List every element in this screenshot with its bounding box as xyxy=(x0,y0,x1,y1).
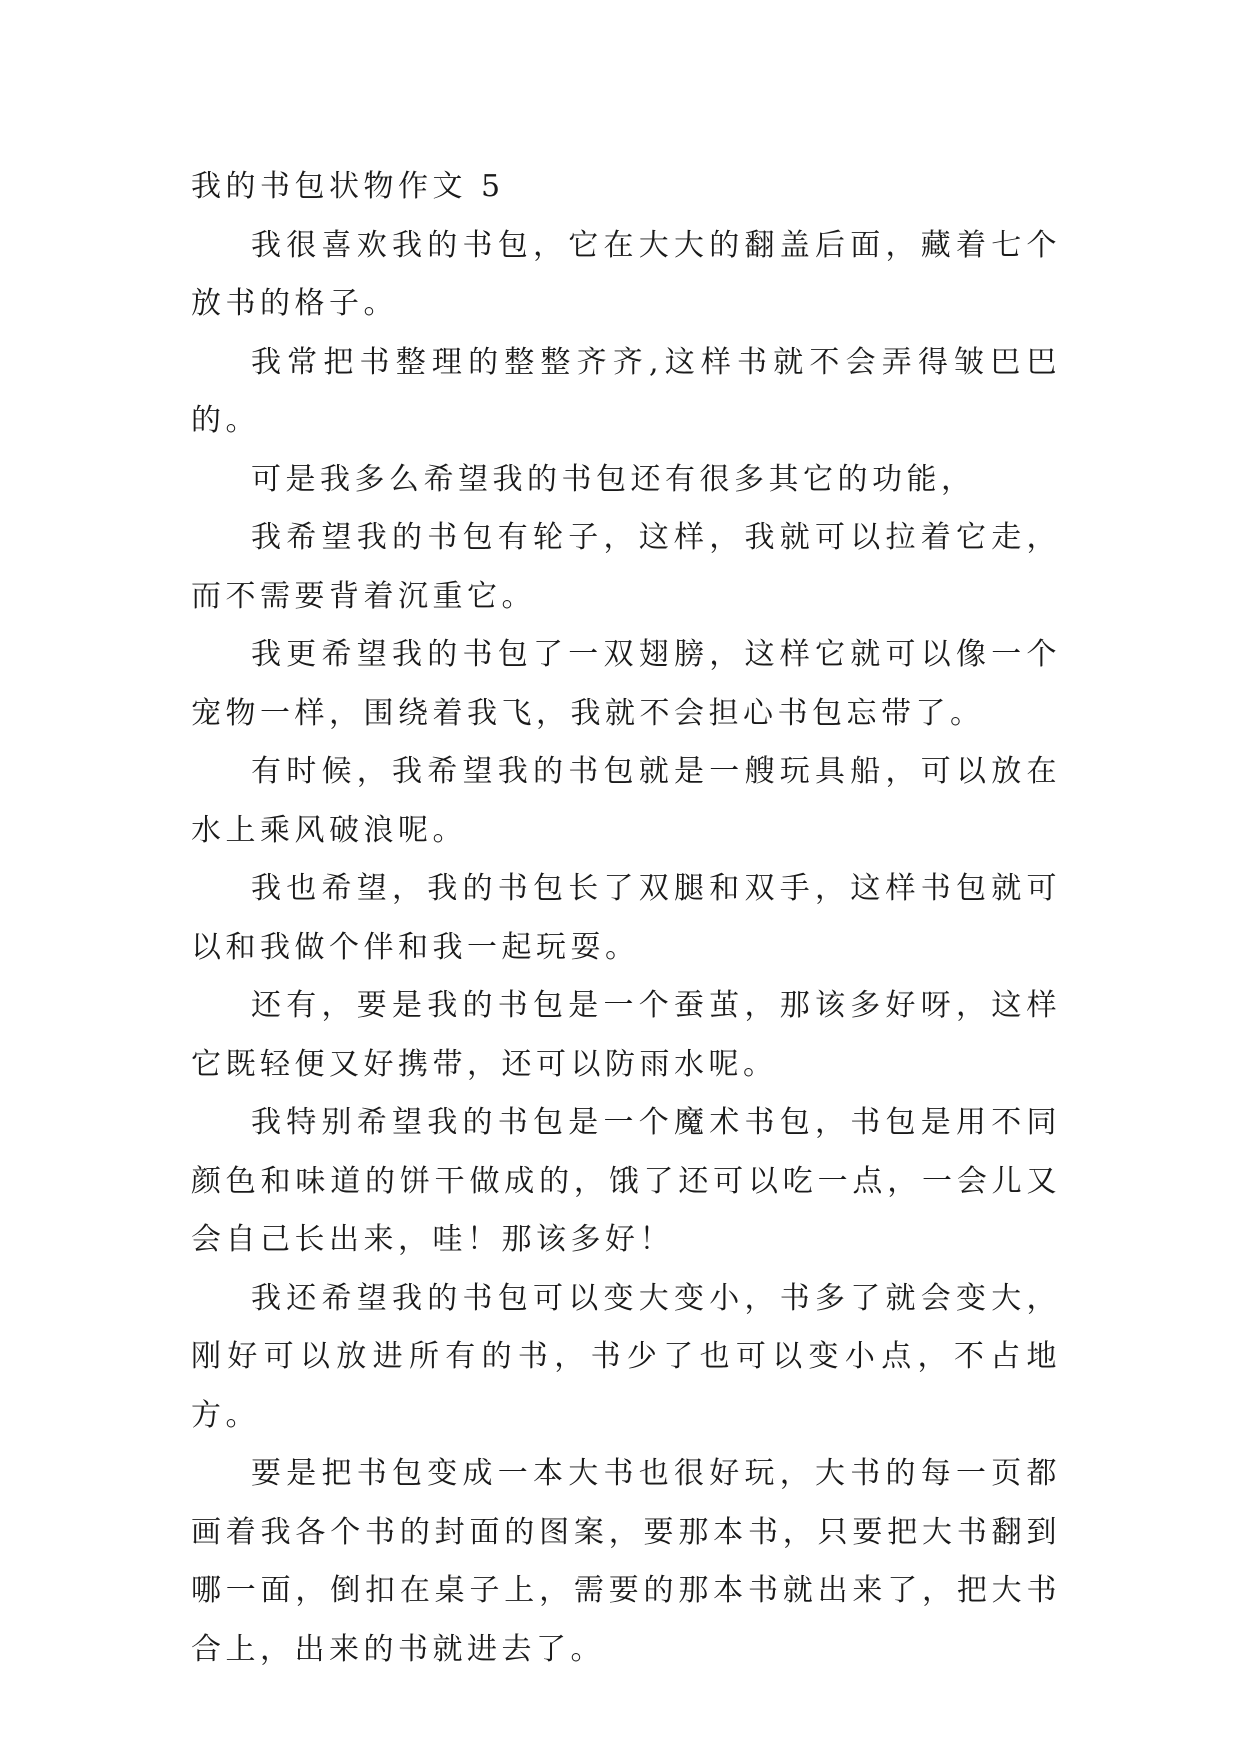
paragraph-2: 我常把书整理的整整齐齐,这样书就不会弄得皱巴巴的。 xyxy=(191,344,1061,438)
document-page xyxy=(191,158,1061,1679)
paragraph-4: 我希望我的书包有轮子，这样，我就可以拉着它走，而不需要背着沉重它。 xyxy=(191,520,1061,614)
paragraph-10: 我还希望我的书包可以变大变小，书多了就会变大，刚好可以放进所有的书，书少了也可以变小点，不占地方。 xyxy=(191,1280,1061,1433)
paragraph-9: 我特别希望我的书包是一个魔术书包，书包是用不同颜色和味道的饼干做成的，饿了还可以吃一点，一会儿又会自己长出来，哇！那该多好！ xyxy=(191,1105,1061,1257)
paragraph-3: 可是我多么希望我的书包还有很多其它的功能， xyxy=(251,461,976,497)
paragraph-8: 还有，要是我的书包是一个蚕茧，那该多好呀，这样它既轻便又好携带，还可以防雨水呢。 xyxy=(191,988,1061,1082)
paragraph-11: 要是把书包变成一本大书也很好玩，大书的每一页都画着我各个书的封面的图案，要那本书，只要把大书翻到哪一面，倒扣在桌子上，需要的那本书就出来了，把大书合上，出来的书就进去了。 xyxy=(191,1456,1061,1667)
paragraph-1: 我很喜欢我的书包，它在大大的翻盖后面，藏着七个放书的格子。 xyxy=(191,227,1061,321)
paragraph-7: 我也希望，我的书包长了双腿和双手，这样书包就可以和我做个伴和我一起玩耍。 xyxy=(191,871,1061,965)
document-title: 我的书包状物作文 5 xyxy=(191,169,505,204)
paragraph-6: 有时候，我希望我的书包就是一艘玩具船，可以放在水上乘风破浪呢。 xyxy=(191,754,1061,848)
paragraph-5: 我更希望我的书包了一双翅膀，这样它就可以像一个宠物一样，围绕着我飞，我就不会担心书包忘带了。 xyxy=(191,637,1061,731)
